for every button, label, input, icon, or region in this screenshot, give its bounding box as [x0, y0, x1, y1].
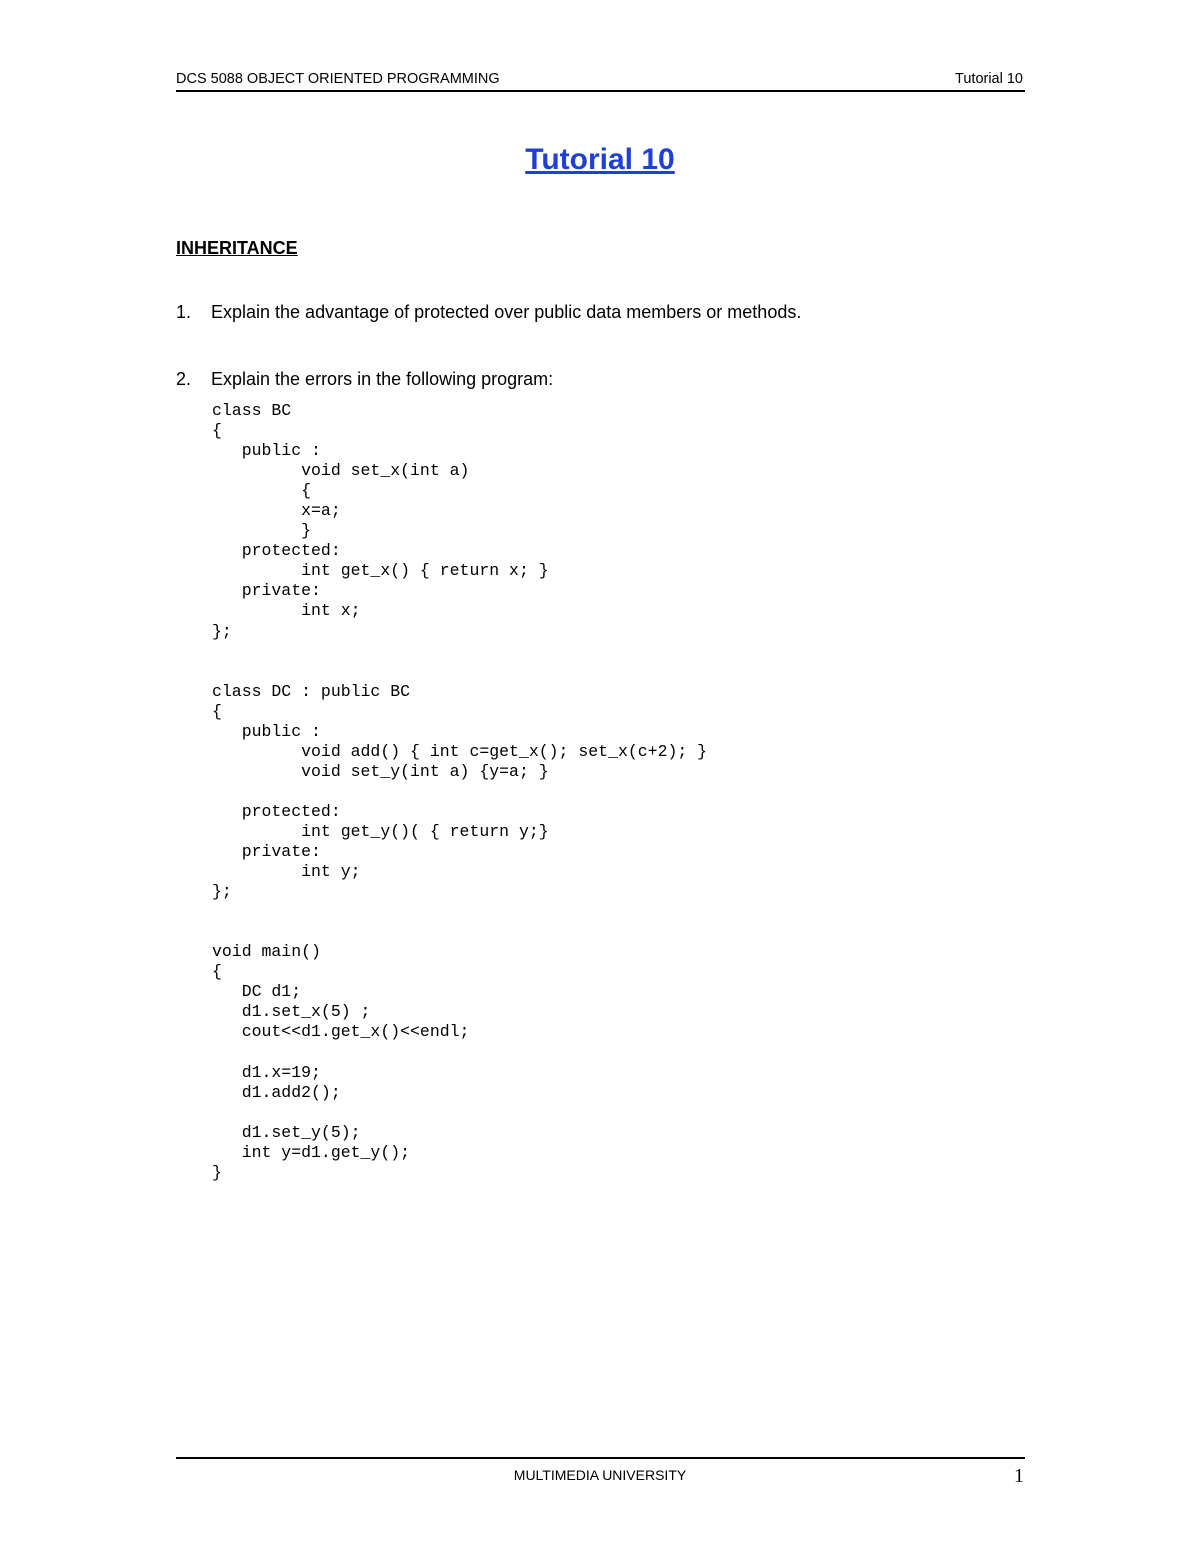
footer-university: MULTIMEDIA UNIVERSITY — [513, 1467, 687, 1483]
question-number: 1. — [176, 302, 192, 322]
page-number: 1 — [1014, 1465, 1024, 1487]
footer-divider — [176, 1457, 1025, 1459]
course-title: DCS 5088 OBJECT ORIENTED PROGRAMMING — [176, 71, 500, 87]
question-text: Explain the advantage of protected over public data members or methods. — [211, 302, 802, 322]
page-title-text: Tutorial 10 — [525, 143, 675, 176]
code-listing: class BC { public : void set_x(int a) { x=a; } protected: int get_x() { return x; } private: int x; }; class DC : public BC { public : void add() { int c=get_x(); set_x(c+2); } void set_y(int a) {y=a; } protected: int get_y()( { return y;} private: int y; }; void main() { DC d1; d1.set_x(5) ; cout<<d1.get_x()<<endl; d1.x=19; d1.add2(); d1.set_y(5); int y=d1.get_y(); } — [212, 401, 708, 1182]
header-tutorial-label: Tutorial 10 — [955, 71, 1023, 87]
question-text: Explain the errors in the following program: — [211, 369, 554, 389]
question-number: 2. — [176, 369, 192, 389]
page-title — [0, 140, 1200, 180]
page-header — [176, 70, 1025, 92]
section-heading: INHERITANCE — [176, 238, 298, 258]
